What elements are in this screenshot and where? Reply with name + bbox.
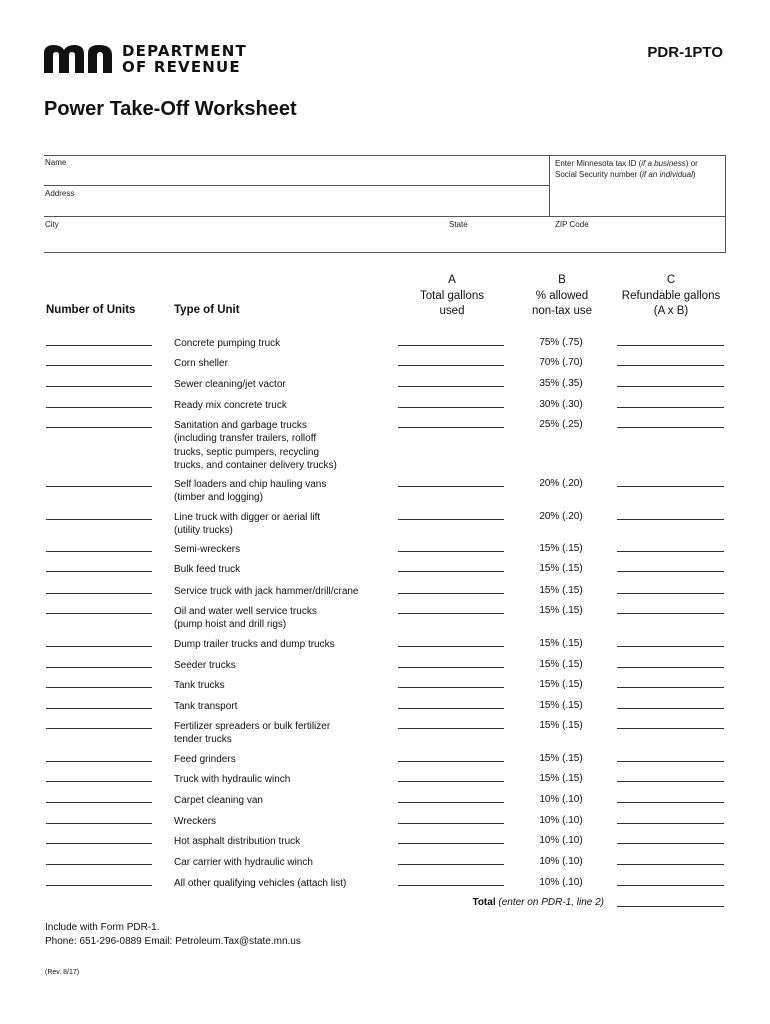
unit-type-label: Carpet cleaning van xyxy=(174,795,263,806)
logo-line-1: DEPARTMENT xyxy=(122,42,247,60)
percent-allowed: 10% (.10) xyxy=(539,794,583,805)
total-gallons-line[interactable] xyxy=(398,427,504,428)
column-a-line2: used xyxy=(439,305,465,317)
total-gallons-line[interactable] xyxy=(398,593,504,594)
unit-type-label: Hot asphalt distribution truck xyxy=(174,836,301,847)
percent-allowed: 15% (.15) xyxy=(539,605,583,616)
total-gallons-line[interactable] xyxy=(398,843,504,844)
percent-allowed: 10% (.10) xyxy=(539,815,583,826)
percent-allowed: 10% (.10) xyxy=(539,835,583,846)
percent-allowed: 15% (.15) xyxy=(539,543,583,554)
unit-type-label: Bulk feed truck xyxy=(174,564,241,575)
percent-allowed: 70% (.70) xyxy=(539,357,583,368)
form-code: PDR-1PTO xyxy=(647,44,723,61)
total-gallons-line[interactable] xyxy=(398,781,504,782)
column-c-line1: Refundable gallons xyxy=(621,289,721,302)
number-of-units-line[interactable] xyxy=(46,613,152,614)
refundable-gallons-line[interactable] xyxy=(617,551,724,552)
refundable-gallons-line[interactable] xyxy=(617,519,724,520)
name-label: Name xyxy=(45,158,67,167)
percent-allowed: 15% (.15) xyxy=(539,585,583,596)
total-gallons-line[interactable] xyxy=(398,885,504,886)
refundable-gallons-line[interactable] xyxy=(617,843,724,844)
total-gallons-line[interactable] xyxy=(398,551,504,552)
total-gallons-line[interactable] xyxy=(398,365,504,366)
column-a-line1: Total gallons xyxy=(420,289,484,302)
column-c-line2: (A x B) xyxy=(653,305,689,317)
total-gallons-line[interactable] xyxy=(398,667,504,668)
refundable-gallons-line[interactable] xyxy=(617,386,724,387)
total-bold: Total xyxy=(472,897,496,908)
percent-allowed: 75% (.75) xyxy=(539,337,583,348)
number-of-units-line[interactable] xyxy=(46,823,152,824)
refundable-gallons-line[interactable] xyxy=(617,571,724,572)
column-b-line1: % allowed xyxy=(535,289,589,302)
number-of-units-line[interactable] xyxy=(46,864,152,865)
tax-id-label-1: Enter Minnesota tax ID ( xyxy=(555,159,642,168)
percent-allowed: 15% (.15) xyxy=(539,753,583,764)
total-gallons-line[interactable] xyxy=(398,345,504,346)
tax-id-label-2-italic: if an individual xyxy=(642,170,693,179)
column-b-letter: B xyxy=(558,274,566,286)
number-of-units-line[interactable] xyxy=(46,761,152,762)
total-gallons-line[interactable] xyxy=(398,823,504,824)
total-gallons-line[interactable] xyxy=(398,407,504,408)
refundable-gallons-line[interactable] xyxy=(617,646,724,647)
zip-label: ZIP Code xyxy=(555,220,589,229)
page-title: Power Take-Off Worksheet xyxy=(44,98,297,120)
percent-allowed: 25% (.25) xyxy=(539,419,583,430)
number-of-units-line[interactable] xyxy=(46,843,152,844)
unit-type-label: Corn sheller xyxy=(174,358,228,369)
column-a-letter: A xyxy=(448,274,456,286)
number-of-units-line[interactable] xyxy=(46,593,152,594)
name-field[interactable] xyxy=(44,155,549,186)
percent-allowed: 15% (.15) xyxy=(539,659,583,670)
number-of-units-line[interactable] xyxy=(46,551,152,552)
total-gallons-line[interactable] xyxy=(398,571,504,572)
number-of-units-line[interactable] xyxy=(46,728,152,729)
total-gallons-line[interactable] xyxy=(398,761,504,762)
unit-type-label: Seeder trucks xyxy=(174,660,236,671)
refundable-gallons-line[interactable] xyxy=(617,885,724,886)
number-of-units-line[interactable] xyxy=(46,708,152,709)
mn-logo xyxy=(44,45,114,73)
number-of-units-line[interactable] xyxy=(46,386,152,387)
tax-id-label-2: Social Security number ( xyxy=(555,170,643,179)
total-gallons-line[interactable] xyxy=(398,708,504,709)
department-of-revenue-logo-text xyxy=(122,43,247,75)
column-b-header xyxy=(510,273,614,320)
total-refundable-gallons-line[interactable] xyxy=(617,906,724,907)
tax-id-label xyxy=(555,158,698,180)
number-of-units-line[interactable] xyxy=(46,427,152,428)
total-italic: (enter on PDR-1, line 2) xyxy=(498,897,604,908)
state-label: State xyxy=(449,220,468,229)
unit-type-label: Self loaders and chip hauling vans (timber and logging) xyxy=(174,479,327,504)
number-of-units-line[interactable] xyxy=(46,365,152,366)
refundable-gallons-line[interactable] xyxy=(617,407,724,408)
number-of-units-line[interactable] xyxy=(46,519,152,520)
percent-allowed: 30% (.30) xyxy=(539,399,583,410)
unit-type-label: All other qualifying vehicles (attach list) xyxy=(174,878,347,889)
refundable-gallons-line[interactable] xyxy=(617,728,724,729)
column-type-header: Type of Unit xyxy=(174,304,240,316)
logo-line-2: OF REVENUE xyxy=(122,58,241,76)
unit-type-label: Tank transport xyxy=(174,701,238,712)
refundable-gallons-line[interactable] xyxy=(617,781,724,782)
unit-type-label: Fertilizer spreaders or bulk fertilizer tender trucks xyxy=(174,721,331,746)
total-gallons-line[interactable] xyxy=(398,802,504,803)
unit-type-label: Tank trucks xyxy=(174,680,225,691)
unit-type-label: Line truck with digger or aerial lift (utility trucks) xyxy=(174,512,321,537)
unit-type-label: Service truck with jack hammer/drill/crane xyxy=(174,586,359,597)
percent-allowed: 10% (.10) xyxy=(539,877,583,888)
percent-allowed: 15% (.15) xyxy=(539,679,583,690)
unit-type-label: Oil and water well service trucks (pump hoist and drill rigs) xyxy=(174,606,317,631)
percent-allowed: 15% (.15) xyxy=(539,720,583,731)
refundable-gallons-line[interactable] xyxy=(617,593,724,594)
number-of-units-line[interactable] xyxy=(46,486,152,487)
refundable-gallons-line[interactable] xyxy=(617,708,724,709)
unit-type-label: Sanitation and garbage trucks (including transfer trailers, rolloff trucks, septic pumpers, recycling trucks, and container delivery trucks) xyxy=(174,420,337,471)
revision-date: (Rev. 8/17) xyxy=(45,969,80,976)
address-label: Address xyxy=(45,189,75,198)
refundable-gallons-line[interactable] xyxy=(617,823,724,824)
number-of-units-line[interactable] xyxy=(46,687,152,688)
number-of-units-line[interactable] xyxy=(46,571,152,572)
address-field[interactable] xyxy=(44,186,549,216)
unit-type-label: Dump trailer trucks and dump trucks xyxy=(174,639,335,650)
percent-allowed: 20% (.20) xyxy=(539,478,583,489)
footer-line-1: Include with Form PDR-1. xyxy=(45,922,160,933)
percent-allowed: 15% (.15) xyxy=(539,563,583,574)
total-gallons-line[interactable] xyxy=(398,519,504,520)
column-units-header: Number of Units xyxy=(46,304,136,316)
percent-allowed: 15% (.15) xyxy=(539,773,583,784)
number-of-units-line[interactable] xyxy=(46,646,152,647)
tax-id-label-1-italic: if a business xyxy=(641,159,686,168)
refundable-gallons-line[interactable] xyxy=(617,761,724,762)
footer-instructions xyxy=(45,921,301,949)
total-gallons-line[interactable] xyxy=(398,728,504,729)
unit-type-label: Truck with hydraulic winch xyxy=(174,774,291,785)
percent-allowed: 15% (.15) xyxy=(539,638,583,649)
refundable-gallons-line[interactable] xyxy=(617,345,724,346)
refundable-gallons-line[interactable] xyxy=(617,613,724,614)
number-of-units-line[interactable] xyxy=(46,407,152,408)
column-b-line2: non-tax use xyxy=(531,305,593,317)
total-gallons-line[interactable] xyxy=(398,386,504,387)
number-of-units-line[interactable] xyxy=(46,885,152,886)
number-of-units-line[interactable] xyxy=(46,345,152,346)
percent-allowed: 20% (.20) xyxy=(539,511,583,522)
total-label xyxy=(430,897,604,908)
refundable-gallons-line[interactable] xyxy=(617,486,724,487)
total-gallons-line[interactable] xyxy=(398,486,504,487)
number-of-units-line[interactable] xyxy=(46,667,152,668)
column-a-header xyxy=(400,273,504,320)
number-of-units-line[interactable] xyxy=(46,802,152,803)
number-of-units-line[interactable] xyxy=(46,781,152,782)
refundable-gallons-line[interactable] xyxy=(617,687,724,688)
unit-type-label: Feed grinders xyxy=(174,754,236,765)
refundable-gallons-line[interactable] xyxy=(617,427,724,428)
tax-id-label-2-end: ) xyxy=(692,170,696,179)
city-field[interactable] xyxy=(44,217,444,251)
total-gallons-line[interactable] xyxy=(398,864,504,865)
refundable-gallons-line[interactable] xyxy=(617,802,724,803)
percent-allowed: 15% (.15) xyxy=(539,700,583,711)
unit-type-label: Wreckers xyxy=(174,816,217,827)
percent-allowed: 35% (.35) xyxy=(539,378,583,389)
unit-type-label: Car carrier with hydraulic winch xyxy=(174,857,313,868)
column-c-letter: C xyxy=(666,274,676,286)
tax-id-label-1-end: ) or xyxy=(685,159,698,168)
refundable-gallons-line[interactable] xyxy=(617,365,724,366)
total-gallons-line[interactable] xyxy=(398,687,504,688)
column-c-header xyxy=(615,273,727,320)
refundable-gallons-line[interactable] xyxy=(617,864,724,865)
unit-type-label: Ready mix concrete truck xyxy=(174,400,287,411)
total-gallons-line[interactable] xyxy=(398,646,504,647)
unit-type-label: Concrete pumping truck xyxy=(174,338,281,349)
footer-line-2: Phone: 651-296-0889 Email: Petroleum.Tax@state.mn.us xyxy=(45,936,301,947)
city-label: City xyxy=(45,220,59,229)
unit-type-label: Sewer cleaning/jet vactor xyxy=(174,379,286,390)
unit-type-label: Semi-wreckers xyxy=(174,544,241,555)
total-gallons-line[interactable] xyxy=(398,613,504,614)
refundable-gallons-line[interactable] xyxy=(617,667,724,668)
percent-allowed: 10% (.10) xyxy=(539,856,583,867)
